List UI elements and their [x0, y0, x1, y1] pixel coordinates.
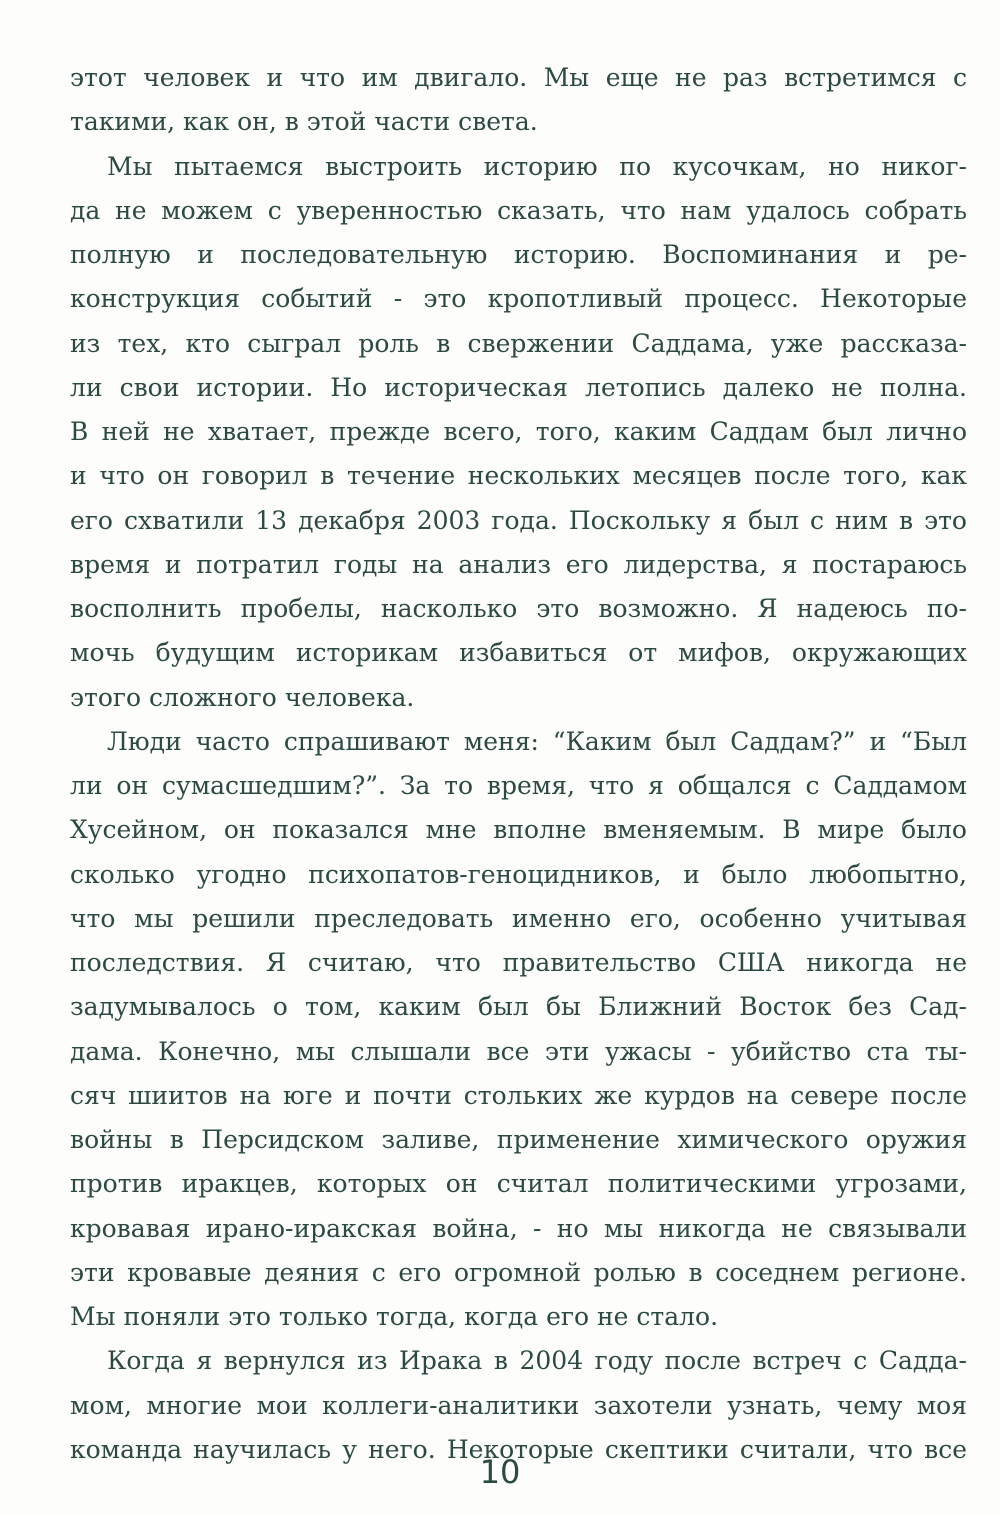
text-line: последствия. Я считаю, что правительство США никогда не	[70, 948, 967, 977]
body-text	[70, 56, 967, 1472]
page-number: 10	[479, 1453, 521, 1491]
text-line: его схватили 13 декабря 2003 года. Поскольку я был с ним в это	[70, 505, 967, 535]
text-line: Люди часто спрашивают меня: “Каким был Саддам?” и “Был	[107, 726, 967, 756]
text-line: Хусейном, он показался мне вполне вменяемым. В мире было	[70, 815, 967, 845]
text-line: эти кровавые деяния с его огромной ролью в соседнем регионе.	[70, 1257, 967, 1287]
text-line: сяч шиитов на юге и почти стольких же курдов на севере после	[70, 1080, 967, 1110]
text-line: этот человек и что им двигало. Мы еще не раз встретимся с	[70, 63, 967, 92]
text-line: да не можем с уверенностью сказать, что нам удалось собрать	[70, 195, 967, 225]
text-line: кровавая ирано-иракская война, - но мы никогда не связывали	[70, 1213, 967, 1243]
text-line: против иракцев, которых он считал политическими угрозами,	[70, 1169, 967, 1199]
text-line: время и потратил годы на анализ его лидерства, я постараюсь	[70, 549, 967, 579]
text-line: ли он сумасшедшим?”. За то время, что я общался с Саддамом	[70, 771, 967, 800]
text-line: В ней не хватает, прежде всего, того, каким Саддам был лично	[70, 417, 967, 446]
text-line: конструкция событий - это кропотливый процесс. Некоторые	[70, 284, 967, 314]
text-line: из тех, кто сыграл роль в свержении Саддама, уже рассказа-	[70, 328, 967, 358]
text-line: восполнить пробелы, насколько это возможно. Я надеюсь по-	[70, 594, 967, 623]
text-line: сколько угодно психопатов-геноцидников, и было любопытно,	[70, 859, 967, 889]
text-line: дама. Конечно, мы слышали все эти ужасы - убийство ста ты-	[70, 1036, 967, 1066]
text-line: задумывалось о том, каким был бы Ближний Восток без Сад-	[70, 992, 967, 1022]
text-line: Мы пытаемся выстроить историю по кусочкам, но никог-	[107, 151, 967, 181]
text-line: ли свои истории. Но историческая летопись далеко не полна.	[70, 372, 967, 402]
text-line: команда научилась у него. Некоторые скептики считали, что все	[70, 1434, 967, 1464]
text-line: и что он говорил в течение нескольких месяцев после того, как	[70, 461, 967, 491]
text-line: такими, как он, в этой части света.	[70, 107, 538, 137]
text-line: мом, многие мои коллеги-аналитики захотели узнать, чему моя	[70, 1390, 967, 1420]
text-line: войны в Персидском заливе, применение химического оружия	[70, 1125, 967, 1154]
text-line: мочь будущим историкам избавиться от мифов, окружающих	[70, 638, 967, 668]
text-line: Мы поняли это только тогда, когда его не стало.	[70, 1302, 719, 1331]
text-line: этого сложного человека.	[70, 682, 415, 712]
text-line: что мы решили преследовать именно его, особенно учитывая	[70, 903, 967, 933]
text-line: полную и последовательную историю. Воспоминания и ре-	[70, 240, 967, 269]
text-line: Когда я вернулся из Ирака в 2004 году после встреч с Садда-	[107, 1346, 967, 1376]
